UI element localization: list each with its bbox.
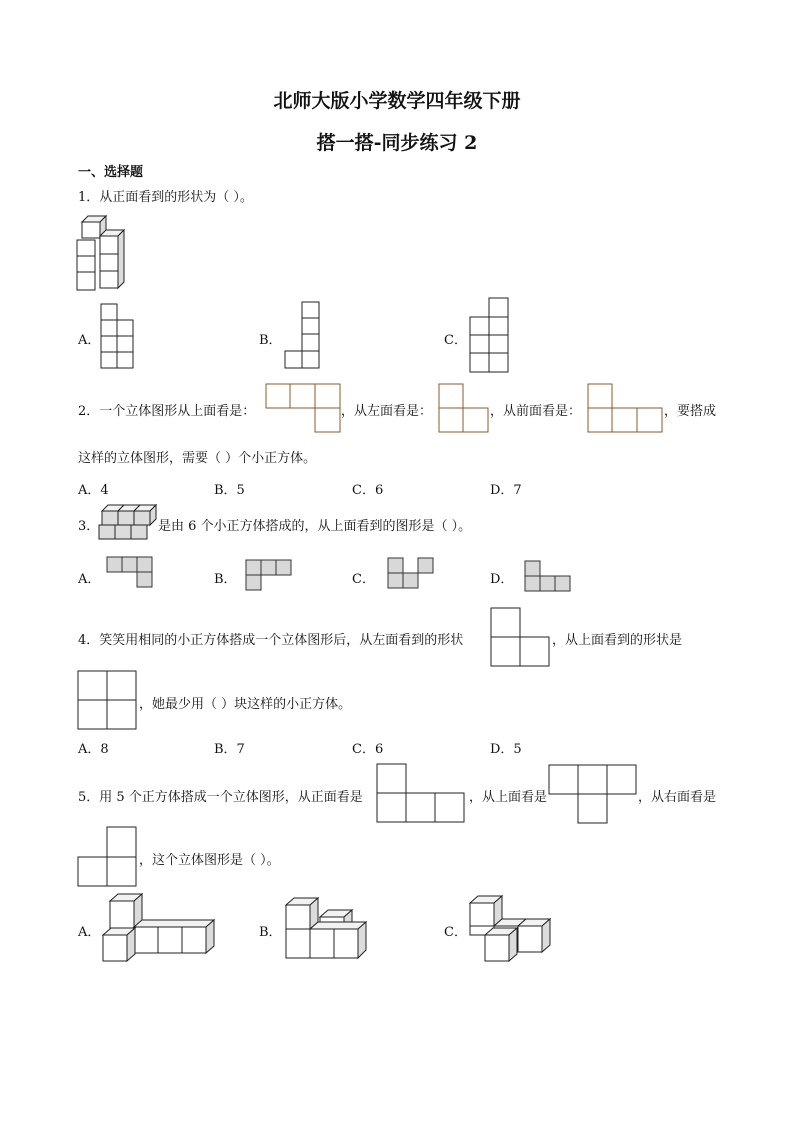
q3-option-c-label[interactable]: C． <box>352 572 375 587</box>
q2-left-view <box>438 383 490 433</box>
q5-stem-part3: ，从右面看是 <box>638 790 717 805</box>
q3-number: 3． <box>78 519 100 534</box>
q2-option-b[interactable]: B．5 <box>214 483 245 498</box>
q1-option-a-figure[interactable] <box>100 303 134 369</box>
q3-option-b-figure[interactable] <box>245 559 293 591</box>
q3-option-c-figure[interactable] <box>387 557 435 589</box>
q5-option-b-figure[interactable] <box>284 897 372 961</box>
q4-option-b[interactable]: B．7 <box>214 742 245 757</box>
q2-option-a[interactable]: A．4 <box>78 483 109 498</box>
q2-stem-part3: ，从前面看是： <box>490 404 582 419</box>
q2-stem-line2: 这样的立体图形，需要（ ）个小正方体。 <box>78 451 317 466</box>
q5-top-view <box>548 764 638 824</box>
q2-front-view <box>587 383 663 433</box>
q4-stem-part1: 4．笑笑用相同的小正方体搭成一个立体图形后，从左面看到的形状 <box>78 633 464 648</box>
q4-stem-part2: ，从上面看到的形状是 <box>552 633 683 648</box>
q4-stem-line2: ，她最少用（ ）块这样的小正方体。 <box>139 697 352 712</box>
q1-option-b-figure[interactable] <box>284 301 320 369</box>
q2-option-d[interactable]: D．7 <box>490 483 522 498</box>
q3-option-d-label[interactable]: D． <box>490 572 514 587</box>
q3-solid-figure <box>98 503 158 541</box>
q3-option-d-figure[interactable] <box>524 560 572 592</box>
q5-stem-part2: ，从上面看是 <box>469 790 548 805</box>
q1-option-c-label[interactable]: C． <box>444 333 467 348</box>
q1-option-c-figure[interactable] <box>469 297 509 373</box>
q1-stem: 1．从正面看到的形状为（ ）。 <box>78 190 253 205</box>
q3-option-a-label[interactable]: A． <box>78 572 101 587</box>
q3-option-b-label[interactable]: B． <box>214 572 237 587</box>
q1-option-a-label[interactable]: A． <box>78 333 101 348</box>
q1-option-b-label[interactable]: B． <box>259 333 282 348</box>
q1-solid-figure <box>76 212 128 294</box>
page-subtitle: 搭一搭-同步练习 2 <box>316 132 478 154</box>
q2-stem-part1: 2．一个立体图形从上面看是： <box>78 404 256 419</box>
q4-option-a[interactable]: A．8 <box>78 742 109 757</box>
q5-option-a-label[interactable]: A． <box>78 925 101 940</box>
q5-stem-part1: 5．用 5 个正方体搭成一个立体图形，从正面看是 <box>78 790 363 805</box>
q2-stem-part4: ，要搭成 <box>664 404 717 419</box>
q4-option-d[interactable]: D．5 <box>490 742 522 757</box>
q5-front-view <box>376 763 466 823</box>
q2-option-c[interactable]: C．6 <box>352 483 384 498</box>
q4-left-view <box>490 607 552 667</box>
q4-option-c[interactable]: C．6 <box>352 742 384 757</box>
q4-top-view <box>77 670 139 730</box>
q3-option-a-figure[interactable] <box>106 556 154 588</box>
q5-right-view <box>77 826 139 888</box>
section-heading: 一、选择题 <box>78 165 144 180</box>
q5-option-b-label[interactable]: B． <box>259 925 282 940</box>
q5-stem-line2: ，这个立体图形是（ ）。 <box>139 853 280 868</box>
q2-top-view <box>265 383 341 433</box>
page-title: 北师大版小学数学四年级下册 <box>273 90 521 112</box>
q5-option-c-figure[interactable] <box>467 895 557 963</box>
q3-stem: 是由 6 个小正方体搭成的，从上面看到的图形是（ ）。 <box>158 519 472 534</box>
q5-option-c-label[interactable]: C． <box>444 925 467 940</box>
q5-option-a-figure[interactable] <box>102 893 220 963</box>
q2-stem-part2: ，从左面看是： <box>341 404 433 419</box>
